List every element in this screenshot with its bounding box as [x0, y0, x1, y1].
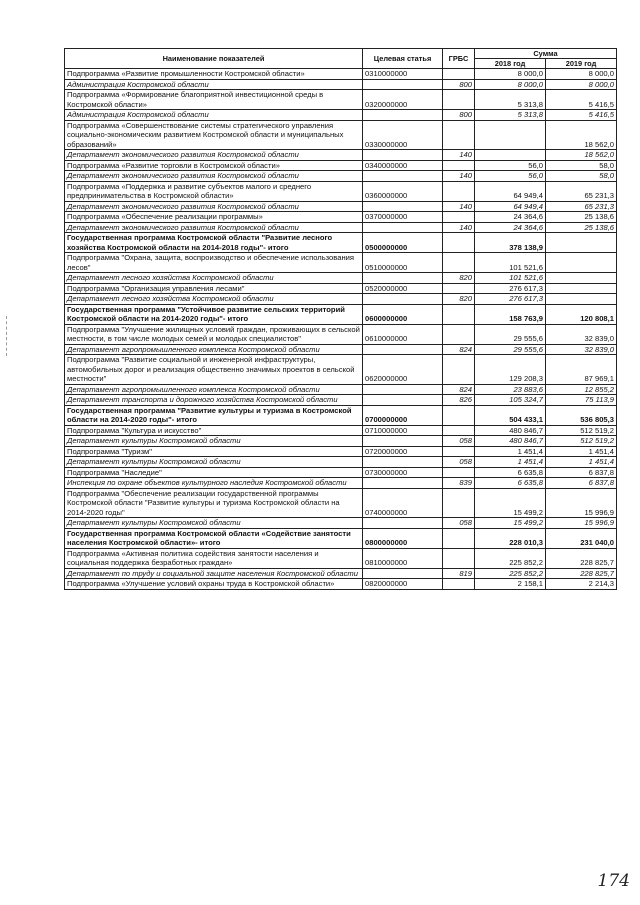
- table-row: [65, 110, 617, 121]
- row-2018-cell: 101 521,6: [475, 253, 546, 273]
- row-2018-cell: 29 555,6: [475, 344, 546, 355]
- row-name-cell: Государственная программа Костромской области "Развитие лесного хозяйства Костромской области на 2014-2018 годы"- итого: [65, 233, 363, 253]
- row-2018-cell: 480 846,7: [475, 436, 546, 447]
- row-code-cell: [363, 79, 443, 90]
- row-grbs-cell: [443, 283, 475, 294]
- row-code-cell: 0310000000: [363, 69, 443, 80]
- row-2018-cell: 228 010,3: [475, 528, 546, 548]
- table-row: [65, 253, 617, 273]
- row-2018-cell: 23 883,6: [475, 384, 546, 395]
- row-2019-cell: 65 231,3: [546, 201, 617, 212]
- row-name-cell: Департамент лесного хозяйства Костромской области: [65, 273, 363, 284]
- row-grbs-cell: 820: [443, 273, 475, 284]
- row-2019-cell: 2 214,3: [546, 579, 617, 590]
- row-2019-cell: 18 562,0: [546, 150, 617, 161]
- row-2019-cell: 15 996,9: [546, 518, 617, 529]
- table-row: [65, 233, 617, 253]
- row-code-cell: [363, 201, 443, 212]
- row-code-cell: 0820000000: [363, 579, 443, 590]
- row-grbs-cell: 819: [443, 568, 475, 579]
- row-grbs-cell: 140: [443, 222, 475, 233]
- row-2019-cell: [546, 233, 617, 253]
- table-row: [65, 79, 617, 90]
- row-code-cell: 0740000000: [363, 488, 443, 518]
- row-2018-cell: 480 846,7: [475, 425, 546, 436]
- row-name-cell: Департамент экономического развития Костромской области: [65, 171, 363, 182]
- row-code-cell: [363, 457, 443, 468]
- table-row: [65, 548, 617, 568]
- row-code-cell: 0730000000: [363, 467, 443, 478]
- row-2019-cell: 5 416,5: [546, 90, 617, 110]
- row-code-cell: [363, 110, 443, 121]
- row-name-cell: Департамент по труду и социальной защите населения Костромской области: [65, 568, 363, 579]
- header-name: Наименование показателей: [65, 49, 363, 69]
- row-2018-cell: 378 138,9: [475, 233, 546, 253]
- row-name-cell: Департамент культуры Костромской области: [65, 457, 363, 468]
- row-code-cell: [363, 478, 443, 489]
- row-code-cell: [363, 436, 443, 447]
- row-name-cell: Департамент культуры Костромской области: [65, 436, 363, 447]
- row-code-cell: [363, 273, 443, 284]
- row-code-cell: [363, 222, 443, 233]
- row-2019-cell: 120 808,1: [546, 304, 617, 324]
- row-code-cell: [363, 150, 443, 161]
- row-2018-cell: 225 852,2: [475, 548, 546, 568]
- row-grbs-cell: [443, 120, 475, 150]
- row-name-cell: Департамент лесного хозяйства Костромской области: [65, 294, 363, 305]
- table-row: [65, 425, 617, 436]
- row-2019-cell: 32 839,0: [546, 344, 617, 355]
- table-row: [65, 446, 617, 457]
- table-row: [65, 212, 617, 223]
- row-code-cell: 0710000000: [363, 425, 443, 436]
- row-2018-cell: 64 949,4: [475, 181, 546, 201]
- row-2019-cell: [546, 253, 617, 273]
- table-row: [65, 405, 617, 425]
- row-code-cell: [363, 294, 443, 305]
- table-row: [65, 283, 617, 294]
- row-2018-cell: 6 635,8: [475, 467, 546, 478]
- row-2019-cell: 512 519,2: [546, 425, 617, 436]
- row-grbs-cell: [443, 425, 475, 436]
- header-code: Целевая статья: [363, 49, 443, 69]
- table-row: [65, 579, 617, 590]
- row-name-cell: Подпрограмма «Формирование благоприятной инвестиционной среды в Костромской области»: [65, 90, 363, 110]
- row-2019-cell: 25 138,6: [546, 222, 617, 233]
- row-code-cell: [363, 344, 443, 355]
- row-grbs-cell: [443, 446, 475, 457]
- table-row: [65, 324, 617, 344]
- row-grbs-cell: [443, 233, 475, 253]
- row-grbs-cell: [443, 324, 475, 344]
- row-grbs-cell: [443, 467, 475, 478]
- row-2018-cell: 129 208,3: [475, 355, 546, 385]
- row-name-cell: Инспекция по охране объектов культурного наследия Костромской области: [65, 478, 363, 489]
- row-code-cell: 0330000000: [363, 120, 443, 150]
- table-row: [65, 436, 617, 447]
- table-body: [65, 69, 617, 590]
- row-grbs-cell: [443, 160, 475, 171]
- row-code-cell: 0520000000: [363, 283, 443, 294]
- row-code-cell: 0810000000: [363, 548, 443, 568]
- row-grbs-cell: 824: [443, 384, 475, 395]
- row-2018-cell: 15 499,2: [475, 518, 546, 529]
- row-code-cell: 0720000000: [363, 446, 443, 457]
- header-grbs: ГРБС: [443, 49, 475, 69]
- row-code-cell: 0620000000: [363, 355, 443, 385]
- table-row: [65, 395, 617, 406]
- table-row: [65, 467, 617, 478]
- table-row: [65, 90, 617, 110]
- row-2019-cell: 512 519,2: [546, 436, 617, 447]
- row-code-cell: [363, 384, 443, 395]
- row-2019-cell: 8 000,0: [546, 79, 617, 90]
- row-2019-cell: 87 969,1: [546, 355, 617, 385]
- row-2019-cell: 32 839,0: [546, 324, 617, 344]
- row-grbs-cell: [443, 405, 475, 425]
- row-2019-cell: 6 837,8: [546, 478, 617, 489]
- page-number: 174: [597, 871, 630, 891]
- row-name-cell: Подпрограмма "Охрана, защита, воспроизводство и обеспечение использования лесов": [65, 253, 363, 273]
- row-2018-cell: 5 313,8: [475, 90, 546, 110]
- row-grbs-cell: 800: [443, 110, 475, 121]
- row-grbs-cell: 058: [443, 457, 475, 468]
- table-row: [65, 273, 617, 284]
- row-code-cell: 0360000000: [363, 181, 443, 201]
- row-2018-cell: 56,0: [475, 160, 546, 171]
- row-code-cell: 0800000000: [363, 528, 443, 548]
- table-row: [65, 69, 617, 80]
- table-row: [65, 171, 617, 182]
- row-name-cell: Подпрограмма "Организация управления лесами": [65, 283, 363, 294]
- row-2018-cell: 225 852,2: [475, 568, 546, 579]
- table-row: [65, 201, 617, 212]
- row-grbs-cell: [443, 355, 475, 385]
- row-code-cell: [363, 518, 443, 529]
- row-2019-cell: 8 000,0: [546, 69, 617, 80]
- row-name-cell: Подпрограмма "Культура и искусство": [65, 425, 363, 436]
- row-2019-cell: 536 805,3: [546, 405, 617, 425]
- table-row: [65, 181, 617, 201]
- row-name-cell: Государственная программа Костромской области «Содействие занятости населения Костромской области»- итого: [65, 528, 363, 548]
- header-sum: Сумма: [475, 49, 617, 59]
- row-grbs-cell: [443, 528, 475, 548]
- row-2019-cell: 1 451,4: [546, 446, 617, 457]
- row-2018-cell: 1 451,4: [475, 446, 546, 457]
- row-name-cell: Государственная программа "Устойчивое развитие сельских территорий Костромской области на 2014-2020 годы"- итого: [65, 304, 363, 324]
- row-grbs-cell: 800: [443, 79, 475, 90]
- row-grbs-cell: 058: [443, 518, 475, 529]
- table-row: [65, 120, 617, 150]
- table-row: [65, 160, 617, 171]
- row-name-cell: Департамент агропромышленного комплекса Костромской области: [65, 344, 363, 355]
- row-grbs-cell: [443, 90, 475, 110]
- row-2019-cell: [546, 294, 617, 305]
- row-name-cell: Администрация Костромской области: [65, 110, 363, 121]
- row-name-cell: Администрация Костромской области: [65, 79, 363, 90]
- row-code-cell: 0500000000: [363, 233, 443, 253]
- row-grbs-cell: 824: [443, 344, 475, 355]
- row-2019-cell: 5 416,5: [546, 110, 617, 121]
- row-grbs-cell: [443, 253, 475, 273]
- table-row: [65, 355, 617, 385]
- header-2019: 2019 год: [546, 59, 617, 69]
- row-name-cell: Подпрограмма «Развитие торговли в Костромской области»: [65, 160, 363, 171]
- row-2018-cell: 2 158,1: [475, 579, 546, 590]
- row-name-cell: Подпрограмма «Поддержка и развитие субъектов малого и среднего предпринимательства в Костромской области»: [65, 181, 363, 201]
- row-2018-cell: 15 499,2: [475, 488, 546, 518]
- row-2019-cell: 1 451,4: [546, 457, 617, 468]
- row-2018-cell: 8 000,0: [475, 69, 546, 80]
- row-grbs-cell: [443, 69, 475, 80]
- row-2018-cell: 6 635,8: [475, 478, 546, 489]
- row-2019-cell: 15 996,9: [546, 488, 617, 518]
- table-row: [65, 150, 617, 161]
- row-2018-cell: 276 617,3: [475, 294, 546, 305]
- row-2018-cell: 24 364,6: [475, 212, 546, 223]
- margin-mark: [6, 316, 9, 356]
- table-row: [65, 344, 617, 355]
- table-row: [65, 568, 617, 579]
- row-code-cell: [363, 171, 443, 182]
- row-name-cell: Подпрограмма "Наследие": [65, 467, 363, 478]
- row-code-cell: 0340000000: [363, 160, 443, 171]
- header-2018: 2018 год: [475, 59, 546, 69]
- row-name-cell: Государственная программа "Развитие культуры и туризма в Костромской области на 2014-2020 годы"- итого: [65, 405, 363, 425]
- row-grbs-cell: [443, 212, 475, 223]
- row-code-cell: [363, 568, 443, 579]
- row-grbs-cell: 839: [443, 478, 475, 489]
- row-grbs-cell: 820: [443, 294, 475, 305]
- row-code-cell: [363, 395, 443, 406]
- table-row: [65, 528, 617, 548]
- row-name-cell: Подпрограмма "Улучшение жилищных условий граждан, проживающих в сельской местности, в том числе молодых семей и молодых специалистов": [65, 324, 363, 344]
- row-grbs-cell: 826: [443, 395, 475, 406]
- row-2019-cell: 65 231,3: [546, 181, 617, 201]
- row-2018-cell: 29 555,6: [475, 324, 546, 344]
- row-2018-cell: 276 617,3: [475, 283, 546, 294]
- row-code-cell: 0370000000: [363, 212, 443, 223]
- table-row: [65, 478, 617, 489]
- table-row: [65, 294, 617, 305]
- row-2018-cell: 56,0: [475, 171, 546, 182]
- row-2018-cell: [475, 120, 546, 150]
- row-2019-cell: 58,0: [546, 171, 617, 182]
- table-row: [65, 488, 617, 518]
- row-grbs-cell: [443, 304, 475, 324]
- row-2019-cell: 231 040,0: [546, 528, 617, 548]
- row-name-cell: Департамент экономического развития Костромской области: [65, 150, 363, 161]
- row-2019-cell: [546, 273, 617, 284]
- row-code-cell: 0320000000: [363, 90, 443, 110]
- row-name-cell: Департамент транспорта и дорожного хозяйства Костромской области: [65, 395, 363, 406]
- row-name-cell: Департамент экономического развития Костромской области: [65, 222, 363, 233]
- row-2018-cell: 105 324,7: [475, 395, 546, 406]
- row-name-cell: Подпрограмма «Улучшение условий охраны труда в Костромской области»: [65, 579, 363, 590]
- row-2019-cell: 25 138,6: [546, 212, 617, 223]
- row-2018-cell: 8 000,0: [475, 79, 546, 90]
- table-row: [65, 518, 617, 529]
- row-2018-cell: 504 433,1: [475, 405, 546, 425]
- row-2018-cell: [475, 150, 546, 161]
- row-2019-cell: 75 113,9: [546, 395, 617, 406]
- row-name-cell: Подпрограмма "Туризм": [65, 446, 363, 457]
- row-2019-cell: 18 562,0: [546, 120, 617, 150]
- row-2018-cell: 101 521,6: [475, 273, 546, 284]
- row-code-cell: 0610000000: [363, 324, 443, 344]
- row-name-cell: Департамент культуры Костромской области: [65, 518, 363, 529]
- row-code-cell: 0600000000: [363, 304, 443, 324]
- row-name-cell: Департамент агропромышленного комплекса Костромской области: [65, 384, 363, 395]
- row-2019-cell: 58,0: [546, 160, 617, 171]
- row-2018-cell: 5 313,8: [475, 110, 546, 121]
- row-2019-cell: 228 825,7: [546, 548, 617, 568]
- row-grbs-cell: 140: [443, 201, 475, 212]
- table-row: [65, 457, 617, 468]
- row-2018-cell: 24 364,6: [475, 222, 546, 233]
- row-2018-cell: 64 949,4: [475, 201, 546, 212]
- row-grbs-cell: [443, 548, 475, 568]
- row-2019-cell: 12 855,2: [546, 384, 617, 395]
- row-name-cell: Подпрограмма «Развитие промышленности Костромской области»: [65, 69, 363, 80]
- row-2019-cell: 228 825,7: [546, 568, 617, 579]
- budget-table: [64, 48, 617, 590]
- table-row: [65, 222, 617, 233]
- row-grbs-cell: [443, 579, 475, 590]
- row-grbs-cell: [443, 181, 475, 201]
- row-2018-cell: 1 451,4: [475, 457, 546, 468]
- row-name-cell: Подпрограмма «Активная политика содействия занятости населения и социальная поддержка безработных граждан»: [65, 548, 363, 568]
- row-name-cell: Подпрограмма «Обеспечение реализации программы»: [65, 212, 363, 223]
- table-row: [65, 384, 617, 395]
- row-2018-cell: 158 763,9: [475, 304, 546, 324]
- row-name-cell: Подпрограмма "Обеспечение реализации государственной программы Костромской области "Развитие культуры и туризма Костромской области на 2014-2020 годы": [65, 488, 363, 518]
- row-2019-cell: [546, 283, 617, 294]
- table-row: [65, 304, 617, 324]
- row-grbs-cell: 140: [443, 150, 475, 161]
- row-name-cell: Департамент экономического развития Костромской области: [65, 201, 363, 212]
- row-name-cell: Подпрограмма "Развитие социальной и инженерной инфраструктуры, автомобильных дорог и реализация общественно значимых проектов в сельской местности": [65, 355, 363, 385]
- row-grbs-cell: 058: [443, 436, 475, 447]
- row-grbs-cell: [443, 488, 475, 518]
- row-2019-cell: 6 837,8: [546, 467, 617, 478]
- row-name-cell: Подпрограмма «Совершенствование системы стратегического управления социально-экономическим развитием Костромской области и муниципальных образований»: [65, 120, 363, 150]
- row-grbs-cell: 140: [443, 171, 475, 182]
- row-code-cell: 0510000000: [363, 253, 443, 273]
- row-code-cell: 0700000000: [363, 405, 443, 425]
